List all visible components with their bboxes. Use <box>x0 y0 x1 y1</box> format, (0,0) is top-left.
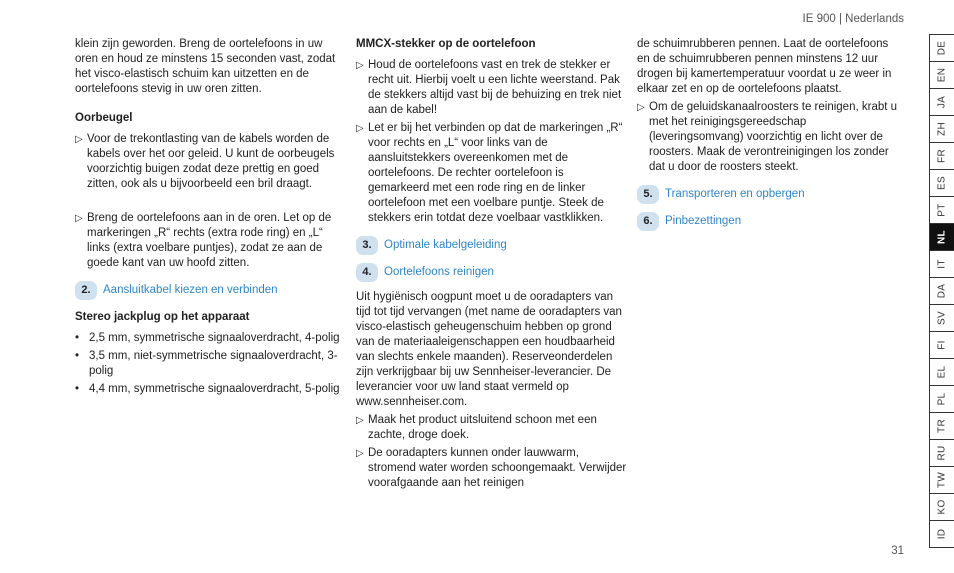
step-marker-icon: ▷ <box>356 415 364 426</box>
section-heading-5 <box>637 185 899 204</box>
bullet-icon: • <box>75 350 80 362</box>
language-tab-pl[interactable] <box>929 386 954 413</box>
bullet-icon: • <box>75 383 80 395</box>
language-tab-label: NL <box>936 230 948 244</box>
language-tab-label: TW <box>936 471 948 489</box>
language-tab-it[interactable] <box>929 251 954 278</box>
language-tab-label: DE <box>936 40 948 56</box>
step-item: ▷ De ooradapters kunnen onder lauwwarm, stromend water worden schoongemaakt. Verwijder voorafgaande aan het reinigen <box>356 447 627 489</box>
section-title: Aansluitkabel kiezen en verbinden <box>103 284 278 296</box>
step-item: ▷ Voor de trekontlasting van de kabels worden de kabels over het oor geleid. U kunt de oorbeugels voorzichtig buigen zodat deze prettig en goed zitten, ook als u bijvoorbeeld een bril draagt. <box>75 133 335 190</box>
continued-paragraph: de schuimrubberen pennen. Laat de oortelefoons en de schuimrubberen pennen minstens 12 uur drogen bij kamertemperatuur voordat u ze weer in elkaar zet en op de oortelefoons plaatst. <box>637 38 892 95</box>
language-tab-label: FR <box>936 149 948 163</box>
page-number: 31 <box>891 545 904 557</box>
language-tab-zh[interactable] <box>929 116 954 143</box>
language-tab-el[interactable] <box>929 359 954 386</box>
oorbeugel-title: Oorbeugel <box>75 112 133 124</box>
section-title: Oortelefoons reinigen <box>384 266 494 278</box>
stereo-title: Stereo jackplug op het apparaat <box>75 311 250 323</box>
language-tab-label: SV <box>936 311 948 325</box>
cleaning-paragraph: Uit hygiënisch oogpunt moet u de ooradapters van tijd tot tijd vervangen (met name de ooradapters van visco-elastisch geheugenschuim hebben op grond van de materiaaleigenschappen een houdbaarheid van slechts enkele maanden). Reserveonderdelen zijn verkrijgbaar bij uw Sennheiser-leverancier. De leverancier voor uw land staat vermeld op www.sennheiser.com. <box>356 291 622 408</box>
language-tab-label: JA <box>936 95 948 109</box>
step-marker-icon: ▷ <box>356 448 364 459</box>
language-tab-ru[interactable] <box>929 440 954 467</box>
intro-paragraph: klein zijn geworden. Breng de oortelefoons in uw oren en houd ze minstens 15 seconden vast, zodat het visco-elastisch schuim kan uitzetten en de oortelefoons stevig in uw oren zitten. <box>75 38 336 95</box>
column-3 <box>637 37 899 239</box>
column-1 <box>75 37 347 400</box>
bullet-icon: • <box>75 332 80 344</box>
step-marker-icon: ▷ <box>356 60 364 71</box>
language-tab-label: TR <box>936 419 948 433</box>
language-tab-label: PT <box>936 203 948 217</box>
language-tab-nl[interactable] <box>929 224 954 251</box>
language-tab-label: FI <box>936 340 948 350</box>
list-item: • 2,5 mm, symmetrische signaaloverdracht, 4-polig <box>75 332 340 344</box>
section-title: Optimale kabelgeleiding <box>384 239 507 251</box>
language-tab-label: EN <box>936 67 948 83</box>
language-tab-sv[interactable] <box>929 305 954 332</box>
step-marker-icon: ▷ <box>75 213 83 224</box>
step-item: ▷ Let er bij het verbinden op dat de markeringen „R“ voor rechts en „L“ voor links van de aansluitstekkers overeenkomen met de oortelefoons. De rechter oortelefoon is gemarkeerd met een rode ring en de linker oortelefoon met een voelbare puntje. Steek de stekkers erin totdat deze voelbaar vastklikken. <box>356 122 623 224</box>
step-item: ▷ Houd de oortelefoons vast en trek de stekker er recht uit. Hierbij voelt u een lichte weerstand. Pak de stekkers altijd vast bij de behuizing en trek niet aan de kabel! <box>356 59 622 116</box>
step-item: ▷ Breng de oortelefoons aan in de oren. Let op de markeringen „R“ rechts (extra rode ring) en „L“ links (extra voelbare puntjes), zodat ze aan de goede kant van uw hoofd zitten. <box>75 212 332 269</box>
language-tab-label: IT <box>936 259 948 269</box>
language-tab-es[interactable] <box>929 170 954 197</box>
language-tab-label: RU <box>936 445 948 461</box>
step-marker-icon: ▷ <box>356 123 364 134</box>
section-heading-2 <box>75 281 347 300</box>
language-tab-en[interactable] <box>929 62 954 89</box>
language-tab-label: ZH <box>936 122 948 136</box>
language-tab-ko[interactable] <box>929 494 954 521</box>
step-marker-icon: ▷ <box>637 102 645 113</box>
section-number-badge: 2. <box>75 281 97 300</box>
language-tab-label: EL <box>936 365 948 379</box>
section-title: Pinbezettingen <box>665 215 742 227</box>
language-tabs <box>929 34 954 548</box>
language-tab-fr[interactable] <box>929 143 954 170</box>
language-tab-tw[interactable] <box>929 467 954 494</box>
section-heading-6 <box>637 212 899 231</box>
language-tab-id[interactable] <box>929 521 954 548</box>
language-tab-label: ES <box>936 176 948 190</box>
list-item: • 4,4 mm, symmetrische signaaloverdracht, 5-polig <box>75 383 340 395</box>
language-tab-tr[interactable] <box>929 413 954 440</box>
language-tab-label: DA <box>936 283 948 299</box>
section-number-badge: 6. <box>637 212 659 231</box>
section-number-badge: 3. <box>356 236 378 255</box>
list-item: • 3,5 mm, niet-symmetrische signaaloverdracht, 3-polig <box>75 350 338 377</box>
section-heading-3 <box>356 236 628 255</box>
language-tab-label: KO <box>936 499 948 515</box>
section-title: Transporteren en opbergen <box>665 188 805 200</box>
language-tab-fi[interactable] <box>929 332 954 359</box>
language-tab-de[interactable] <box>929 35 954 62</box>
section-heading-4 <box>356 263 628 282</box>
mmcx-title: MMCX-stekker op de oortelefoon <box>356 38 536 50</box>
step-item: ▷ Om de geluidskanaalroosters te reinigen, krabt u met het reinigingsgereedschap (leveringsomvang) voorzichtig en licht over de roosters. Maak de verontreinigingen los zonder dat u door de roosters steekt. <box>637 101 898 173</box>
page-header: IE 900 | Nederlands <box>802 13 904 25</box>
step-item: ▷ Maak het product uitsluitend schoon met een zachte, droge doek. <box>356 414 597 441</box>
section-number-badge: 5. <box>637 185 659 204</box>
language-tab-pt[interactable] <box>929 197 954 224</box>
section-number-badge: 4. <box>356 263 378 282</box>
step-marker-icon: ▷ <box>75 134 83 145</box>
language-tab-da[interactable] <box>929 278 954 305</box>
language-tab-label: ID <box>936 528 948 540</box>
column-2 <box>356 37 628 494</box>
language-tab-ja[interactable] <box>929 89 954 116</box>
language-tab-label: PL <box>936 392 948 406</box>
